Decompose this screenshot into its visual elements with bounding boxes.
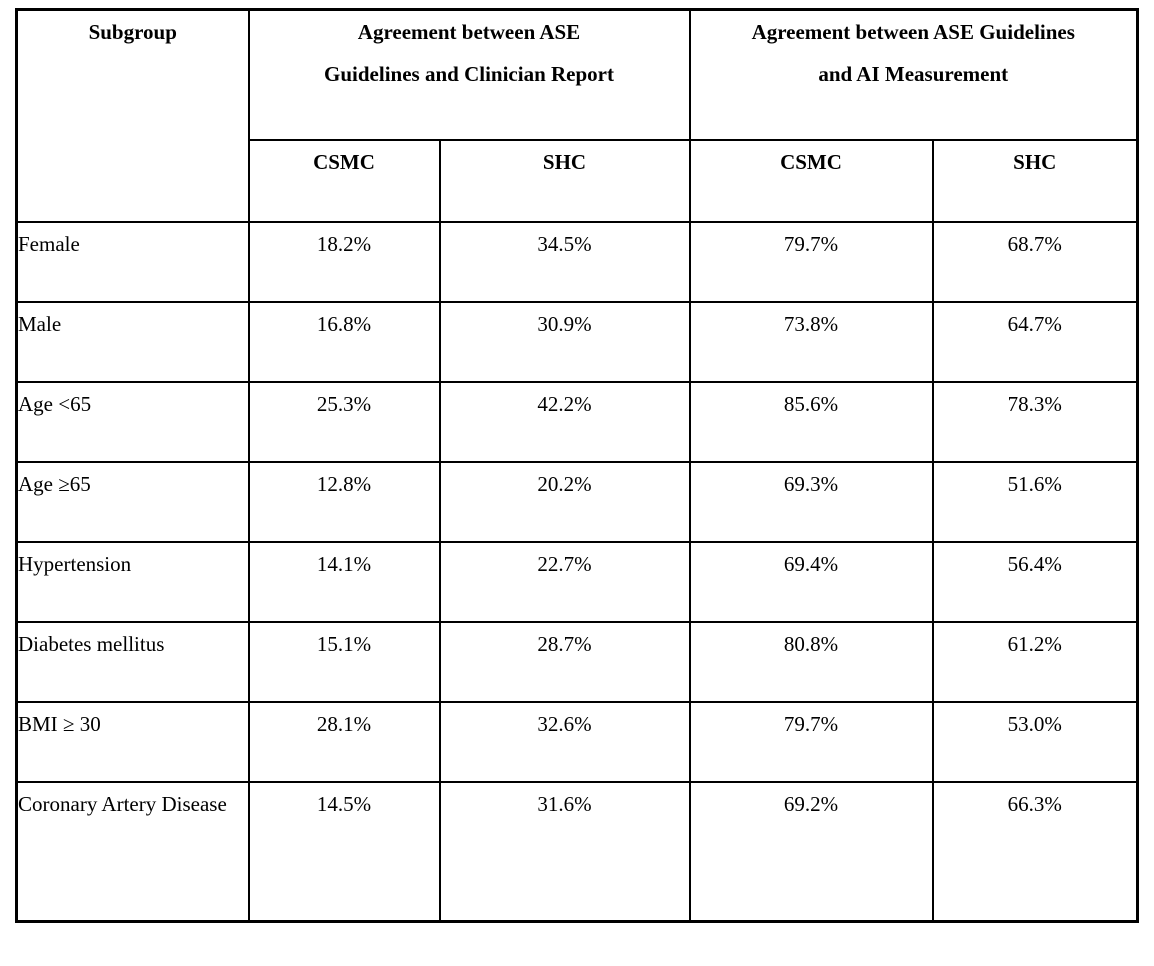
corner-header-subgroup (17, 10, 249, 222)
sub-header-clinician-csmc: CSMC (249, 140, 440, 222)
row-label: Age <65 (17, 382, 249, 462)
cell-value: 85.6% (690, 382, 933, 462)
group-header-ai-line2: and AI Measurement (818, 62, 1009, 86)
cell-value: 14.1% (249, 542, 440, 622)
cell-value: 28.7% (440, 622, 690, 702)
cell-value: 64.7% (933, 302, 1138, 382)
cell-value: 20.2% (440, 462, 690, 542)
row-label: Diabetes mellitus (17, 622, 249, 702)
table-row-age-under-65 (17, 382, 1138, 462)
group-header-ai (690, 10, 1138, 140)
row-label: Coronary Artery Disease (17, 782, 249, 922)
cell-value: 34.5% (440, 222, 690, 302)
group-header-clinician (249, 10, 690, 140)
cell-value: 80.8% (690, 622, 933, 702)
cell-value: 12.8% (249, 462, 440, 542)
group-header-clinician-line1: Agreement between ASE (357, 20, 581, 44)
cell-value: 15.1% (249, 622, 440, 702)
row-label: Female (17, 222, 249, 302)
cell-value: 69.4% (690, 542, 933, 622)
cell-value: 79.7% (690, 702, 933, 782)
cell-value: 25.3% (249, 382, 440, 462)
cell-value: 16.8% (249, 302, 440, 382)
group-header-clinician-line2: Guidelines and Clinician Report (324, 62, 614, 86)
row-label: Age ≥65 (17, 462, 249, 542)
row-label: Hypertension (17, 542, 249, 622)
row-label: Male (17, 302, 249, 382)
cell-value: 30.9% (440, 302, 690, 382)
cell-value: 51.6% (933, 462, 1138, 542)
cell-value: 66.3% (933, 782, 1138, 922)
cell-value: 31.6% (440, 782, 690, 922)
cell-value: 68.7% (933, 222, 1138, 302)
sub-header-clinician-shc: SHC (440, 140, 690, 222)
sub-header-ai-csmc: CSMC (690, 140, 933, 222)
cell-value: 22.7% (440, 542, 690, 622)
cell-value: 28.1% (249, 702, 440, 782)
cell-value: 42.2% (440, 382, 690, 462)
table-row-diabetes-mellitus (17, 622, 1138, 702)
group-header-ai-line1: Agreement between ASE Guidelines (751, 20, 1075, 44)
cell-value: 79.7% (690, 222, 933, 302)
table-row-bmi-30 (17, 702, 1138, 782)
corner-header-label: Subgroup (88, 20, 177, 44)
table-row-age-65-and-over (17, 462, 1138, 542)
sub-header-ai-shc: SHC (933, 140, 1138, 222)
subgroup-agreement-table (15, 8, 1139, 923)
table-row-coronary-artery-disease (17, 782, 1138, 922)
cell-value: 53.0% (933, 702, 1138, 782)
cell-value: 14.5% (249, 782, 440, 922)
row-label: BMI ≥ 30 (17, 702, 249, 782)
cell-value: 78.3% (933, 382, 1138, 462)
table-row-hypertension (17, 542, 1138, 622)
cell-value: 73.8% (690, 302, 933, 382)
table-row-female (17, 222, 1138, 302)
table-row-male (17, 302, 1138, 382)
cell-value: 56.4% (933, 542, 1138, 622)
cell-value: 18.2% (249, 222, 440, 302)
cell-value: 61.2% (933, 622, 1138, 702)
cell-value: 32.6% (440, 702, 690, 782)
cell-value: 69.2% (690, 782, 933, 922)
cell-value: 69.3% (690, 462, 933, 542)
